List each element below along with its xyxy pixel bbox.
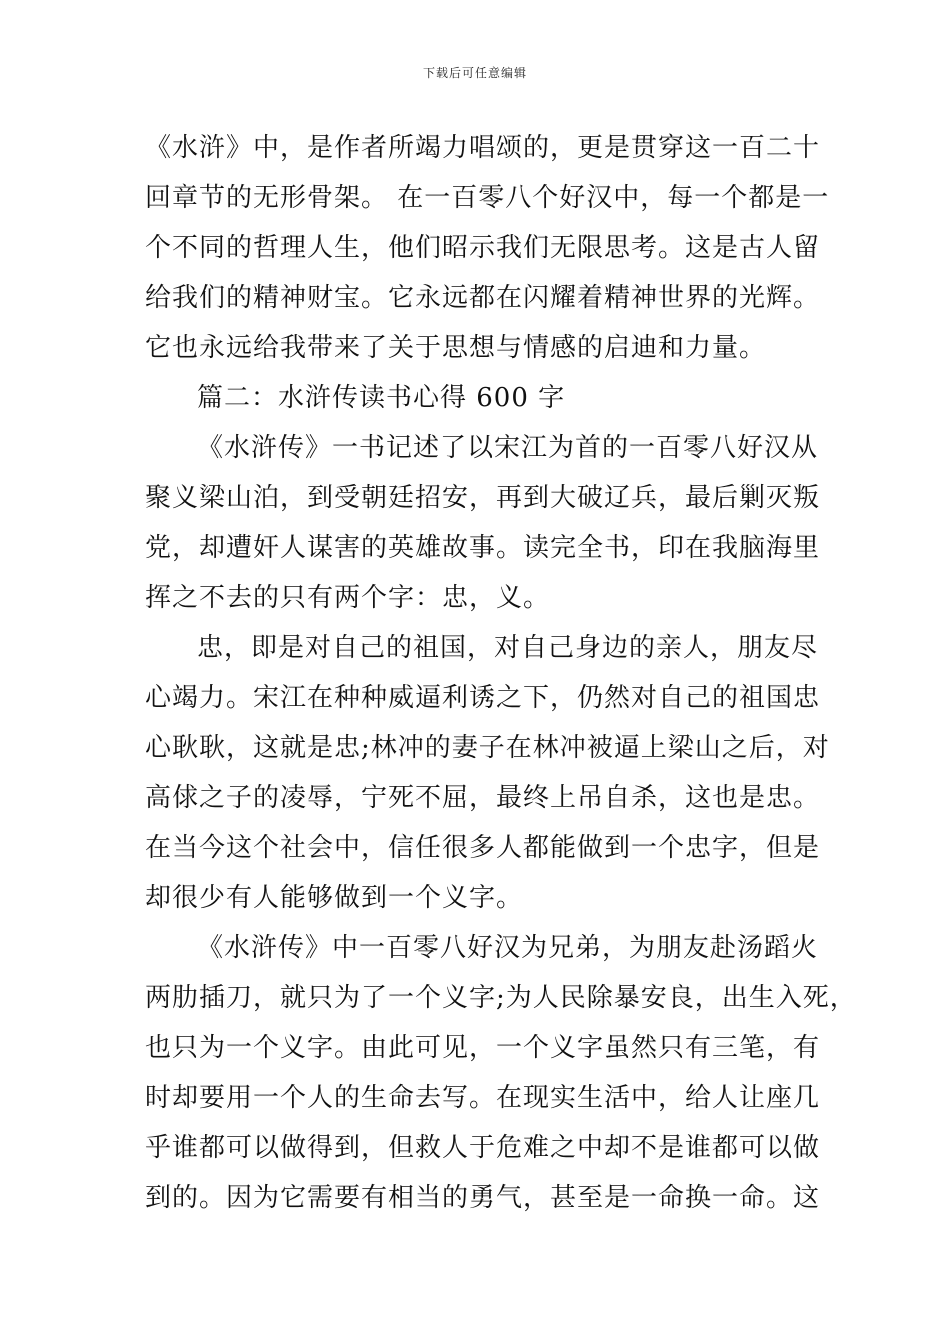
text-line: 个不同的哲理人生，他们昭示我们无限思考。这是古人留 (145, 233, 821, 263)
text-line: 乎谁都可以做得到，但救人于危难之中却不是谁都可以做 (145, 1133, 821, 1163)
text-line: 两肋插刀，就只为了一个义字;为人民除暴安良，出生入死， (145, 983, 857, 1013)
text-line: 在当今这个社会中，信任很多人都能做到一个忠字，但是 (145, 833, 821, 863)
text-line: 挥之不去的只有两个字：忠，义。 (145, 583, 551, 613)
page-header: 下载后可任意编辑 (422, 66, 527, 80)
text-line: 党，却遭奸人谋害的英雄故事。读完全书，印在我脑海里 (145, 533, 821, 563)
text-line: 时却要用一个人的生命去写。在现实生活中，给人让座几 (145, 1083, 821, 1113)
text-line: 到的。因为它需要有相当的勇气，甚至是一命换一命。这 (145, 1183, 821, 1213)
text-line: 聚义梁山泊，到受朝廷招安，再到大破辽兵，最后剿灭叛 (145, 483, 821, 513)
text-line: 《水浒传》中一百零八好汉为兄弟，为朋友赴汤蹈火 (197, 933, 819, 963)
text-line: 心竭力。宋江在种种威逼利诱之下，仍然对自己的祖国忠 (145, 683, 821, 713)
text-line: 心耿耿，这就是忠;林冲的妻子在林冲被逼上梁山之后，对 (145, 733, 830, 763)
text-line: 高俅之子的凌辱，宁死不屈，最终上吊自杀，这也是忠。 (145, 783, 821, 813)
text-line: 《水浒》中，是作者所竭力唱颂的，更是贯穿这一百二十 (145, 133, 821, 163)
text-line: 也只为一个义字。由此可见，一个义字虽然只有三笔，有 (145, 1033, 821, 1063)
body-text (145, 123, 857, 1223)
text-line: 回章节的无形骨架。 在一百零八个好汉中，每一个都是一 (145, 183, 830, 213)
text-line: 忠，即是对自己的祖国，对自己身边的亲人，朋友尽 (197, 633, 819, 663)
text-line: 却很少有人能够做到一个义字。 (145, 883, 524, 913)
text-line: 《水浒传》一书记述了以宋江为首的一百零八好汉从 (197, 433, 819, 463)
text-line: 给我们的精神财宝。它永远都在闪耀着精神世界的光辉。 (145, 283, 821, 313)
text-line: 它也永远给我带来了关于思想与情感的启迪和力量。 (145, 333, 767, 363)
section-heading: 篇二：水浒传读书心得 600 字 (197, 383, 566, 413)
